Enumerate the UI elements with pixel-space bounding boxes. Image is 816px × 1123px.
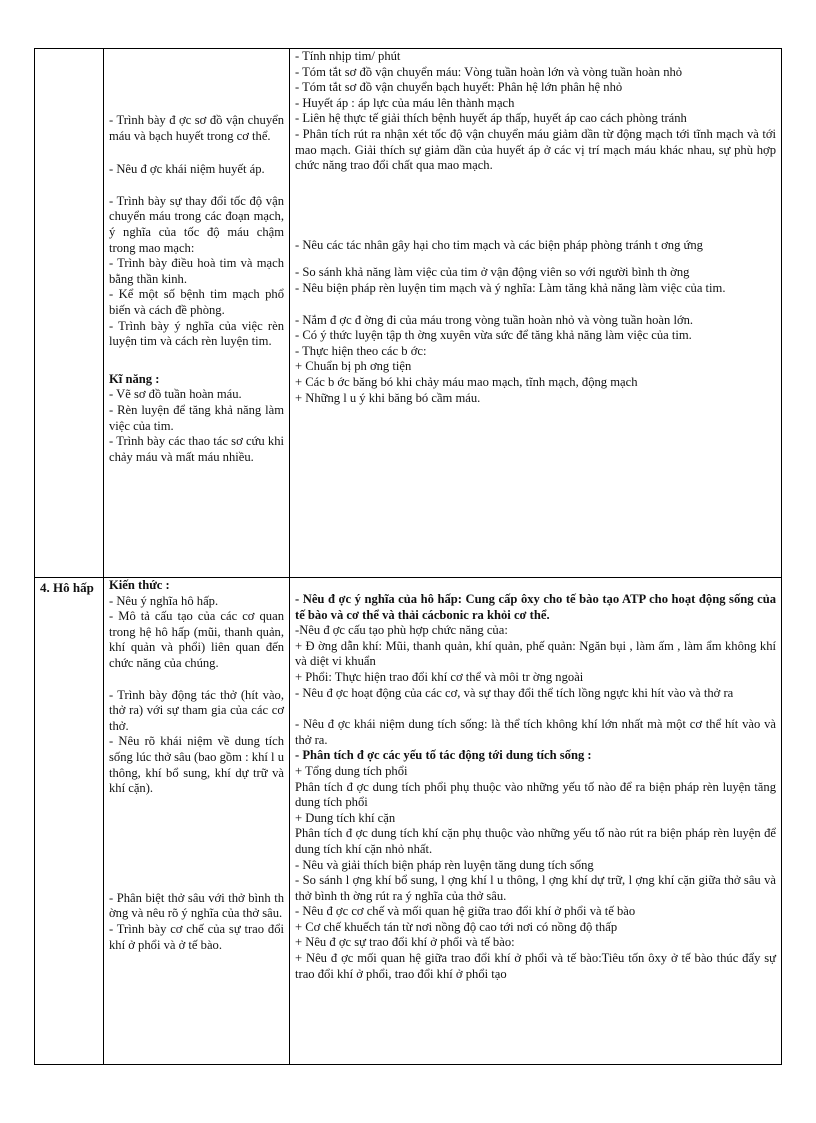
guidance-item: + Chuẩn bị ph ơng tiện (295, 359, 412, 374)
objective-item: - Nêu đ ợc khái niệm huyết áp. (109, 162, 265, 177)
objective-item: - Trình bày động tác thở (hít vào, thở ra) với sự tham gia của các cơ thở. (109, 687, 284, 733)
objectives-cell (104, 578, 290, 1065)
objective-item: - Nêu rõ khái niệm về dung tích sống lúc thở sâu (bao gồm : khí l u thông, khí bổ sung, khí dự trữ và khí cặn). (109, 734, 284, 796)
guidance-cell (290, 49, 782, 578)
guidance-item: + Các b ớc băng bó khi chảy máu mao mạch, tĩnh mạch, động mạch (295, 374, 638, 389)
knowledge-heading: Kiến thức : (109, 578, 170, 592)
objective-item: - Trình bày điều hoà tim và mạch bằng thần kinh. (109, 256, 284, 286)
guidance-item: + Nêu đ ợc sự trao đổi khí ở phổi và tế bào: (295, 935, 515, 950)
skill-item: - Rèn luyện để tăng khả năng làm việc của tim. (109, 402, 284, 433)
guidance-item: - Nêu và giải thích biện pháp rèn luyện tăng dung tích sống (295, 857, 594, 872)
topic-cell (35, 578, 104, 1065)
guidance-item: + Cơ chế khuếch tán từ nơi nồng độ cao tới nơi có nồng độ thấp (295, 919, 618, 934)
skills-heading: Kĩ năng : (109, 371, 160, 386)
guidance-item: - So sánh l ợng khí bổ sung, l ợng khí l u thông, l ợng khí dự trữ, l ợng khí cặn giữa thở sâu và thở bình th ờng rút ra ý nghĩa của thở sâu. (295, 873, 776, 903)
guidance-item: + Tổng dung tích phổi (295, 763, 408, 778)
guidance-item: - Nêu đ ợc khái niệm dung tích sống: là thể tích không khí lớn nhất mà một cơ thể hít vào và thở ra. (295, 717, 776, 747)
guidance-item: - Tính nhịp tim/ phút (295, 49, 401, 63)
guidance-item: - Thực hiện theo các b ớc: (295, 343, 427, 358)
guidance-item: - Có ý thức luyện tập th ờng xuyên vừa sức để tăng khả năng làm việc của tim. (295, 328, 692, 343)
objective-item: - Mô tả cấu tạo của các cơ quan trong hệ hô hấp (mũi, thanh quản, khí quản và phổi) liên quan đến chức năng của chúng. (109, 609, 284, 670)
guidance-item: - Nêu đ ợc ý nghĩa của hô hấp: Cung cấp ôxy cho tế bào tạo ATP cho hoạt động sống của tế bào và cơ thể và thải cácbonic ra khỏi cơ thể. (295, 592, 776, 622)
guidance-item: - Tóm tắt sơ đồ vận chuyển máu: Vòng tuần hoàn lớn và vòng tuần hoàn nhỏ (295, 64, 683, 79)
skill-item: - Vẽ sơ đồ tuần hoàn máu. (109, 387, 242, 402)
objective-item: - Trình bày sự thay đổi tốc độ vận chuyển máu trong các đoạn mạch, ý nghĩa của tốc độ máu chậm trong mao mạch: (109, 193, 284, 255)
guidance-item: - Nắm đ ợc đ ờng đi của máu trong vòng tuần hoàn nhỏ và vòng tuần hoàn lớn. (295, 312, 694, 327)
guidance-item: + Những l u ý khi băng bó cầm máu. (295, 390, 481, 405)
guidance-item: - Nêu các tác nhân gây hại cho tim mạch và các biện pháp phòng tránh t ơng ứng (295, 237, 703, 252)
guidance-item: - Nêu đ ợc cơ chế và mối quan hệ giữa trao đổi khí ở phổi và tế bào (295, 904, 636, 919)
guidance-item: - Liên hệ thực tế giải thích bệnh huyết áp thấp, huyết áp cao cách phòng tránh (295, 111, 687, 126)
guidance-cell (290, 578, 782, 1065)
guidance-item: -Nêu đ ợc cấu tạo phù hợp chức năng của: (295, 623, 508, 638)
guidance-item: Phân tích đ ợc dung tích khí cặn phụ thuộc vào những yếu tố nào rút ra biện pháp rèn luyện để dung tích khí cặn nhỏ nhất. (295, 826, 776, 856)
guidance-item: - Huyết áp : áp lực của máu lên thành mạch (295, 95, 515, 110)
objective-item: - Trình bày cơ chế của sự trao đổi khí ở phổi và ở tế bào. (109, 921, 284, 952)
curriculum-table (34, 48, 782, 1065)
objective-item: - Phân biệt thở sâu với thở bình th ờng và nêu rõ ý nghĩa của thở sâu. (109, 890, 284, 921)
objective-item: - Nêu ý nghĩa hô hấp. (109, 593, 219, 608)
skill-item: - Trình bày các thao tác sơ cứu khi chảy máu và mất máu nhiều. (109, 434, 284, 464)
guidance-item: + Đ ờng dẫn khí: Mũi, thanh quản, khí quản, phế quản: Ngăn bụi , làm ấm , làm ẩm không khí và diệt vi khuẩn (295, 638, 776, 669)
guidance-item: - Tóm tắt sơ đồ vận chuyển bạch huyết: Phân hệ lớn phân hệ nhỏ (295, 80, 623, 95)
table-row-circulation (35, 49, 782, 578)
guidance-item: Phân tích đ ợc dung tích phổi phụ thuộc vào những yếu tố nào để ra biện pháp rèn luyện tăng dung tích phổi (295, 779, 776, 810)
guidance-item: + Phổi: Thực hiện trao đổi khí cơ thể và môi tr ờng ngoài (295, 669, 584, 684)
guidance-item: + Dung tích khí cặn (295, 810, 396, 825)
objective-item: - Kể một số bệnh tim mạch phổ biến và cách đề phòng. (109, 287, 284, 317)
topic-label: 4. Hô hấp (40, 580, 94, 595)
guidance-item: - Nêu biện pháp rèn luyện tim mạch và ý nghĩa: Làm tăng khả năng làm việc của tim. (295, 280, 726, 295)
topic-cell (35, 49, 104, 578)
objectives-cell (104, 49, 290, 578)
objective-item: - Trình bày đ ợc sơ đồ vận chuyển máu và bạch huyết trong cơ thể. (109, 113, 284, 143)
guidance-item: - Nêu đ ợc hoạt động của các cơ, và sự thay đổi thể tích lồng ngực khi hít vào và thở ra (295, 685, 734, 700)
objective-item: - Trình bày ý nghĩa của việc rèn luyện tim và cách rèn luyện tim. (109, 318, 284, 349)
guidance-item: - So sánh khả năng làm việc của tim ở vận động viên so với người bình th ờng (295, 265, 690, 280)
guidance-item: + Nêu đ ợc mối quan hệ giữa trao đổi khí ở phổi và tế bào:Tiêu tốn ôxy ở tế bào thúc đẩy sự trao đổi khí ở phổi, trao đổi khí ở phổi tạo (295, 951, 776, 981)
table-row-respiration (35, 578, 782, 1065)
guidance-item: - Phân tích đ ợc các yếu tố tác động tới dung tích sống : (295, 748, 592, 763)
guidance-item: - Phân tích rút ra nhận xét tốc độ vận chuyển máu giảm dần từ động mạch tới tĩnh mạch và tới mao mạch. Giải thích sự giảm dần của huyết áp ở các vị trí mạch máu khác nhau, sự phù hợp chức năng trao đổi chất qua mao mạch. (295, 126, 776, 173)
